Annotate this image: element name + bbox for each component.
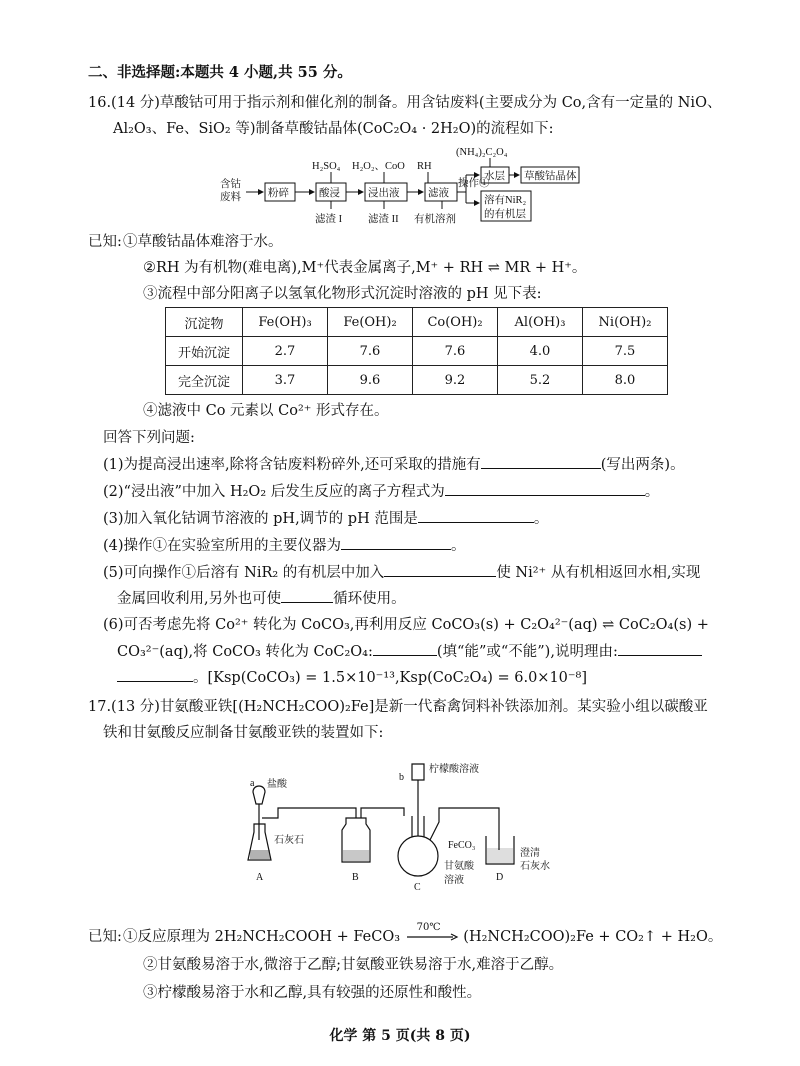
tube-ab: [262, 808, 356, 818]
flow-organic-layer-2: 的有机层: [484, 209, 526, 220]
q17-known-3: ③柠檬酸易溶于水和乙醇,具有较强的还原性和酸性。: [143, 985, 482, 1001]
q16-known-3: ③流程中部分阳离子以氢氧化物形式沉淀时溶液的 pH 见下表:: [143, 286, 542, 302]
q16-part-6: (6)可否考虑先将 Co²⁺ 转化为 CoCO₃,再利用反应 CoCO₃(s) + C₂O₄²⁻(aq) ⇌ CoC₂O₄(s) +: [103, 617, 709, 633]
ph-header-cell: Fe(OH)₂: [328, 308, 413, 337]
label-A: A: [256, 872, 264, 883]
ph-cell: 7.6: [413, 337, 498, 366]
ph-cell: 9.2: [413, 366, 498, 395]
q16-part-6-cont: [117, 641, 702, 662]
flow-product: 草酸钴晶体: [524, 171, 577, 182]
ph-table: [165, 307, 668, 395]
tube-bc: [361, 808, 404, 818]
ph-header-cell: Al(OH)₃: [498, 308, 583, 337]
ph-cell: 5.2: [498, 366, 583, 395]
reaction-temperature: 70℃: [416, 922, 441, 933]
answer-blank-2[interactable]: [445, 481, 645, 496]
ph-table-header-row: [166, 308, 668, 337]
q16-part-2-text: (2)“浸出液”中加入 H₂O₂ 后发生反应的离子方程式为: [103, 484, 445, 500]
q17-apparatus: [234, 760, 570, 910]
ph-cell: 8.0: [583, 366, 668, 395]
q16-part-2-tail: 。: [644, 484, 660, 500]
q16-part-6-text2: CO₃²⁻(aq),将 CoCO₃ 转化为 CoC₂O₄:: [117, 644, 373, 660]
flow-feed-1: 含钴: [220, 179, 241, 190]
q16-known-label: 已知:: [88, 234, 122, 250]
q16-part-1: [103, 454, 685, 475]
flask-c: [398, 836, 438, 876]
ph-header-cell: Ni(OH)₂: [583, 308, 668, 337]
q16-part-3-tail: 。: [533, 511, 549, 527]
flow-filter-residue-1: 滤渣 I: [315, 214, 343, 225]
label-B: B: [352, 872, 359, 883]
label-limewater-1: 澄清: [520, 848, 540, 859]
ph-table-row: [166, 337, 668, 366]
q17-known-1: [123, 922, 723, 947]
q16-part-3-text: (3)加入氧化钴调节溶液的 pH,调节的 pH 范围是: [103, 511, 418, 527]
ph-table-row: [166, 366, 668, 395]
answer-blank-6c[interactable]: [117, 667, 193, 682]
answer-blank-5a[interactable]: [384, 562, 496, 577]
q17-known-2: ②甘氨酸易溶于水,微溶于乙醇;甘氨酸亚铁易溶于水,难溶于乙醇。: [143, 957, 564, 973]
section-title: 二、非选择题:本题共 4 小题,共 55 分。: [88, 64, 352, 81]
answer-blank-4[interactable]: [341, 535, 451, 550]
label-glycine-2: 溶液: [444, 875, 464, 886]
label-hcl: 盐酸: [267, 779, 287, 790]
answer-blank-1[interactable]: [481, 454, 601, 469]
label-a: a: [250, 778, 255, 789]
q16-part-4-text: (4)操作①在实验室所用的主要仪器为: [103, 538, 342, 554]
q16-part-2: [103, 481, 659, 502]
label-glycine-1: 甘氨酸: [444, 861, 474, 872]
ph-cell: 7.6: [328, 337, 413, 366]
q17-intro-line2: 铁和甘氨酸反应制备甘氨酸亚铁的装置如下:: [103, 725, 384, 741]
ph-cell: 2.7: [243, 337, 328, 366]
ph-cell: 4.0: [498, 337, 583, 366]
q16-part-5-tail: 循环使用。: [333, 591, 406, 607]
flow-step-filtrate: 滤液: [428, 188, 449, 199]
ph-cell: 开始沉淀: [166, 337, 243, 366]
q16-flowchart: [214, 143, 584, 225]
q16-answer-prompt: 回答下列问题:: [103, 430, 195, 446]
q16-known-4: ④滤液中 Co 元素以 Co²⁺ 形式存在。: [143, 403, 389, 419]
ph-cell: 完全沉淀: [166, 366, 243, 395]
ph-header-cell: 沉淀物: [166, 308, 243, 337]
q16-part-5: [103, 562, 700, 583]
q17-known-1-text: ①反应原理为 2H₂NCH₂COOH + FeCO₃: [123, 929, 401, 945]
flow-organic-solvent: 有机溶剂: [414, 214, 456, 225]
q17-intro-line1: 17.(13 分)甘氨酸亚铁[(H₂NCH₂COO)₂Fe]是新一代畜禽饲料补铁添加剂。某实验小组以碳酸亚: [88, 699, 708, 715]
flow-water-layer: 水层: [484, 171, 505, 182]
q16-part-6-ksp: 。[Ksp(CoCO₃) = 1.5×10⁻¹³,Ksp(CoC₂O₄) = 6.0×10⁻⁸]: [193, 670, 588, 686]
q16-part-6-mid: (填“能”或“不能”),说明理由:: [436, 644, 618, 660]
q17-known-1-product: (H₂NCH₂COO)₂Fe + CO₂↑ + H₂O。: [463, 929, 723, 945]
q16-part-5-cont: [117, 588, 406, 609]
q16-part-1-tail: (写出两条)。: [600, 457, 685, 473]
flow-step-leachate: 浸出液: [368, 188, 400, 199]
q16-part-5-mid: 使 Ni²⁺ 从有机相返回水相,实现: [496, 565, 701, 581]
ph-header-cell: Co(OH)₂: [413, 308, 498, 337]
q16-part-4: [103, 535, 466, 556]
page-footer: 化学 第 5 页(共 8 页): [329, 1028, 471, 1044]
flow-reagent-mid: H₂O₂、CoO: [352, 161, 405, 172]
answer-blank-6b[interactable]: [618, 641, 702, 656]
q16-part-3: [103, 508, 548, 529]
q16-part-1-text: (1)为提高浸出速率,除将含钴废料粉碎外,还可采取的措施有: [103, 457, 481, 473]
q16-intro-line2: Al₂O₃、Fe、SiO₂ 等)制备草酸钴晶体(CoC₂O₄ · 2H₂O)的流程如下:: [113, 121, 554, 137]
flow-step-crush: 粉碎: [268, 188, 289, 199]
q16-intro-line1: 16.(14 分)草酸钴可用于指示剂和催化剂的制备。用含钴废料(主要成分为 Co,含有一定量的 NiO、: [88, 95, 722, 111]
ph-header-cell: Fe(OH)₃: [243, 308, 328, 337]
q16-part-6-cont2: [117, 667, 587, 688]
flow-reagent-acid: H₂SO₄: [312, 161, 341, 172]
label-C: C: [414, 882, 421, 893]
label-b: b: [399, 772, 404, 783]
dropping-funnel: [412, 764, 424, 780]
label-citric: 柠檬酸溶液: [429, 764, 479, 775]
flow-feed-2: 废料: [220, 192, 241, 203]
label-limestone: 石灰石: [274, 835, 304, 846]
q16-known-2: ②RH 为有机物(难电离),M⁺代表金属离子,M⁺ + RH ⇌ MR + H⁺。: [143, 260, 587, 276]
flow-step-leach: 酸浸: [319, 188, 340, 199]
flow-oxalate: (NH₄)₂C₂O₄: [456, 147, 508, 158]
flow-organic-layer-1: 溶有NiR₂: [484, 195, 527, 206]
flow-reagent-rh: RH: [417, 161, 432, 172]
q17-known-label: 已知:: [88, 929, 122, 945]
ph-cell: 9.6: [328, 366, 413, 395]
label-feco3: FeCO₃: [448, 840, 476, 851]
flow-operation-1: 操作①: [458, 178, 490, 189]
ph-cell: 7.5: [583, 337, 668, 366]
ph-cell: 3.7: [243, 366, 328, 395]
q16-part-5-text: (5)可向操作①后溶有 NiR₂ 的有机层中加入: [103, 565, 385, 581]
label-D: D: [496, 872, 504, 883]
answer-blank-6a[interactable]: [373, 641, 437, 656]
q16-part-4-tail: 。: [451, 538, 466, 554]
q16-known-1: ①草酸钴晶体难溶于水。: [123, 234, 283, 250]
label-limewater-2: 石灰水: [520, 861, 550, 872]
answer-blank-3[interactable]: [418, 508, 534, 523]
answer-blank-5b[interactable]: [281, 588, 333, 603]
q16-part-5-text2: 金属回收利用,另外也可使: [117, 591, 282, 607]
flow-filter-residue-2: 滤渣 II: [368, 214, 399, 225]
